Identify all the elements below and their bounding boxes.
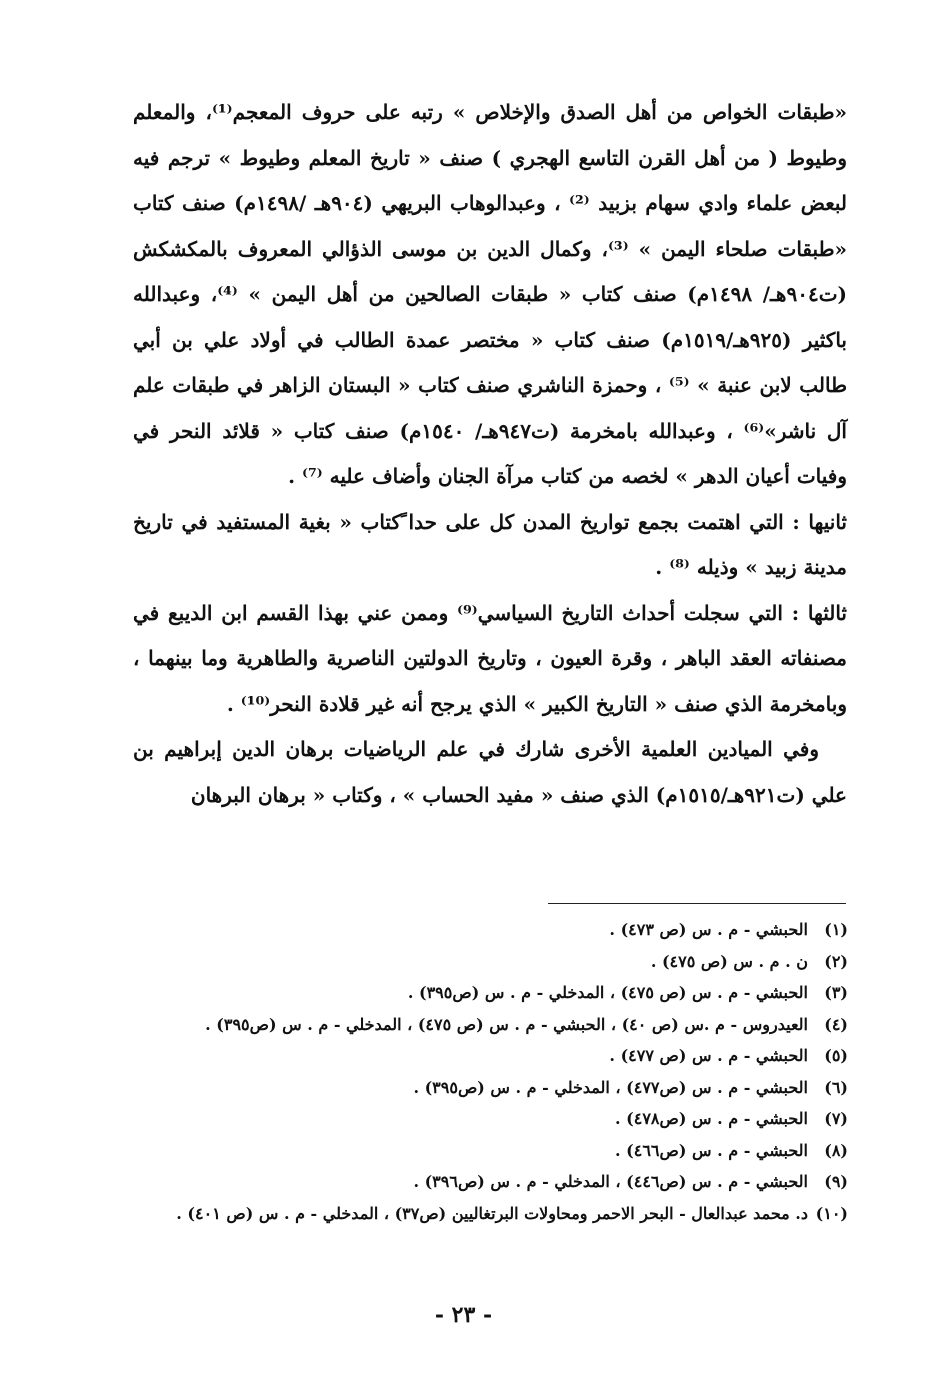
footnote-number: (٨): [824, 1140, 848, 1160]
footnote: [140, 1166, 848, 1198]
footnote-text: الحبشي - م . س (ص٤٤٦) ، المدخلي - م . س (ص٣٩٦) .: [413, 1172, 808, 1191]
footnote-text: الحبشي - م . س (ص٤٧٧) ، المدخلي - م . س (ص٣٩٥) .: [413, 1077, 808, 1097]
footnote-number: (٥): [824, 1046, 848, 1065]
footnote-text: ن . م . س (ص ٤٧٥) .: [650, 951, 808, 971]
footnote: [140, 1103, 848, 1135]
footnote-text: الحبشي - م . س (ص ٤٧٣) .: [609, 920, 808, 939]
footnote: [140, 1009, 848, 1041]
footnote-number: (٣): [824, 983, 848, 1002]
footnote-number: (٩): [824, 1172, 848, 1191]
paragraph-biographies: «طبقات الخواص من أهل الصدق والإخلاص » رتبه على حروف المعجم⁽¹⁾، والمعلم وطيوط ( من أهل القرن التاسع الهجري ) صنف « تاريخ المعلم وطيوط » ترجم فيه لبعض علماء وادي سهام بزبيد ⁽²⁾ ، وعبدالوهاب البريهي (٩٠٤هـ /١٤٩٨م) صنف كتاب «طبقات صلحاء اليمن » ⁽³⁾، وكمال الدين بن موسى الذؤالي المعروف بالمكشكش (ت٩٠٤هـ/ ١٤٩٨م) صنف كتاب « طبقات الصالحين من أهل اليمن » ⁽⁴⁾، وعبدالله باكثير (٩٢٥هـ/١٥١٩م) صنف كتاب « مختصر عمدة الطالب في أولاد علي بن أبي طالب لابن عنبة » ⁽⁵⁾ ، وحمزة الناشري صنف كتاب « البستان الزاهر في طبقات علم آل ناشر»⁽⁶⁾ ، وعبدالله بامخرمة (ت٩٤٧هـ/ ١٥٤٠م) صنف كتاب « قلائد النحر في وفيات أعيان الدهر » لخصه من كتاب مرآة الجنان وأضاف عليه ⁽⁷⁾ .: [133, 100, 847, 488]
footnote-divider: [548, 903, 846, 904]
footnote: [140, 914, 848, 946]
footnote-number: (٢): [824, 951, 848, 971]
footnote: [140, 946, 848, 978]
footnotes-list: [140, 914, 848, 1229]
main-text: [133, 90, 847, 818]
footnote-text: العيدروس - م .س (ص ٤٠) ، الحبشي - م . س (ص ٤٧٥) ، المدخلي - م . س (ص٣٩٥) .: [205, 1014, 808, 1034]
footnote-text: الحبشي - م . س (ص٤٧٨) .: [615, 1109, 808, 1128]
footnote: [140, 977, 848, 1009]
footnote-text: د. محمد عبدالعال - البحر الاحمر ومحاولات البرتغاليين (ص٣٧) ، المدخلي - م . س (ص ٤٠١) .: [176, 1203, 808, 1223]
footnote: [140, 1198, 848, 1230]
footnote-number: (٦): [824, 1077, 848, 1097]
footnote: [140, 1072, 848, 1104]
footnote-number: (٧): [824, 1109, 848, 1128]
footnote-number: (١): [824, 920, 848, 939]
footnote-text: الحبشي - م . س (ص ٤٧٥) ، المدخلي - م . س (ص٣٩٥) .: [407, 983, 808, 1002]
footnote: [140, 1135, 848, 1167]
footnote: [140, 1040, 848, 1072]
page-number: - ٢٣ -: [434, 1302, 493, 1328]
footnote-number: (١٠): [815, 1203, 848, 1223]
footnote-text: الحبشي - م . س (ص ٤٧٧) .: [609, 1046, 808, 1065]
footnote-text: الحبشي - م . س (ص٤٦٦) .: [615, 1140, 808, 1160]
footnote-number: (٤): [824, 1014, 848, 1034]
paragraph-political-history: ثالثها : التي سجلت أحداث التاريخ السياسي⁽⁹⁾ وممن عني بهذا القسم ابن الديبع في مصنفاته العقد الباهر ، وقرة العيون ، وتاريخ الدولتين الناصرية والطاهرية وما بينهما ، وبامخرمة الذي صنف « التاريخ الكبير » الذي يرجح أنه غير قلادة النحر⁽¹⁰⁾ .: [133, 600, 847, 716]
paragraph-city-histories: ثانيها : التي اهتمت بجمع تواريخ المدن كل على حدا ًكتاب « بغية المستفيد في تاريخ مدينة زبيد » وذيله ⁽⁸⁾ .: [133, 509, 847, 579]
paragraph-other-sciences: وفي الميادين العلمية الأخرى شارك في علم الرياضيات برهان الدين إبراهيم بن علي (ت٩٢١هـ/١٥١٥م) الذي صنف « مفيد الحساب » ، وكتاب « برهان البرهان: [133, 737, 847, 807]
